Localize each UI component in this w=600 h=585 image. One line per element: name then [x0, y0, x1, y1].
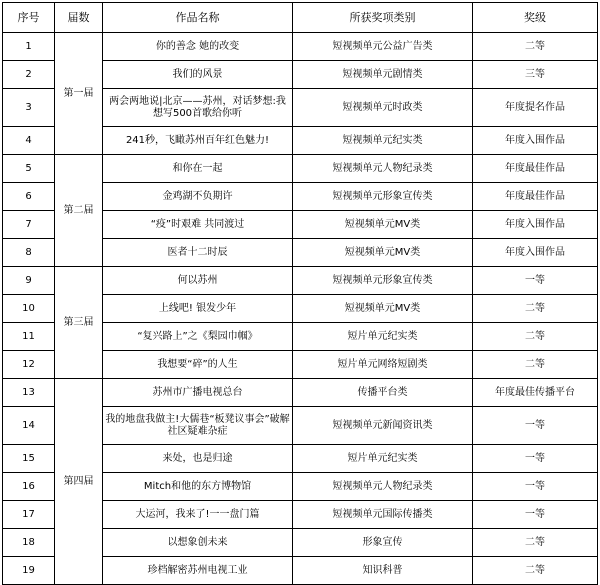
cell-no: 13 — [3, 379, 55, 407]
cell-category: 传播平台类 — [293, 379, 473, 407]
cell-category: 短视频单元形象宣传类 — [293, 183, 473, 211]
cell-title: 我想要“碎”的人生 — [103, 351, 293, 379]
table-row — [3, 379, 598, 407]
cell-award: 二等 — [473, 323, 598, 351]
cell-award: 二等 — [473, 529, 598, 557]
cell-edition: 第三届 — [55, 267, 103, 379]
cell-no: 3 — [3, 89, 55, 127]
cell-award: 年度入围作品 — [473, 127, 598, 155]
cell-category: 知识科普 — [293, 557, 473, 585]
cell-no: 5 — [3, 155, 55, 183]
cell-award: 二等 — [473, 295, 598, 323]
cell-title: 两会两地说|北京——苏州，对话梦想:我想写500首歌给你听 — [103, 89, 293, 127]
cell-no: 10 — [3, 295, 55, 323]
cell-title: 我们的风景 — [103, 61, 293, 89]
cell-award: 一等 — [473, 501, 598, 529]
cell-category: 短视频单元国际传播类 — [293, 501, 473, 529]
cell-no: 19 — [3, 557, 55, 585]
header-no: 序号 — [3, 3, 55, 33]
cell-title: 241秒，飞瞰苏州百年红色魅力! — [103, 127, 293, 155]
cell-no: 7 — [3, 211, 55, 239]
cell-award: 一等 — [473, 473, 598, 501]
cell-category: 短视频单元纪实类 — [293, 127, 473, 155]
cell-category: 短视频单元新闻资讯类 — [293, 407, 473, 445]
cell-no: 14 — [3, 407, 55, 445]
cell-award: 二等 — [473, 351, 598, 379]
cell-award: 三等 — [473, 61, 598, 89]
cell-title: 来处，也是归途 — [103, 445, 293, 473]
cell-title: 你的善念 她的改变 — [103, 33, 293, 61]
cell-no: 1 — [3, 33, 55, 61]
header-award: 奖级 — [473, 3, 598, 33]
cell-category: 短片单元纪实类 — [293, 323, 473, 351]
cell-category: 短视频单元人物纪录类 — [293, 473, 473, 501]
cell-award: 二等 — [473, 33, 598, 61]
cell-category: 短视频单元MV类 — [293, 295, 473, 323]
cell-edition: 第二届 — [55, 155, 103, 267]
cell-title: Mitch和他的东方博物馆 — [103, 473, 293, 501]
cell-category: 短片单元纪实类 — [293, 445, 473, 473]
table-row — [3, 155, 598, 183]
table-row — [3, 33, 598, 61]
cell-title: 金鸡湖不负期许 — [103, 183, 293, 211]
cell-title: 和你在一起 — [103, 155, 293, 183]
cell-award: 年度最佳作品 — [473, 155, 598, 183]
cell-category: 形象宣传 — [293, 529, 473, 557]
cell-award: 一等 — [473, 267, 598, 295]
cell-no: 11 — [3, 323, 55, 351]
cell-no: 4 — [3, 127, 55, 155]
cell-no: 12 — [3, 351, 55, 379]
cell-title: 何以苏州 — [103, 267, 293, 295]
cell-no: 8 — [3, 239, 55, 267]
cell-award: 二等 — [473, 557, 598, 585]
cell-no: 16 — [3, 473, 55, 501]
header-category: 所获奖项类别 — [293, 3, 473, 33]
cell-award: 一等 — [473, 445, 598, 473]
cell-no: 17 — [3, 501, 55, 529]
cell-title: 珍档解密苏州电视工业 — [103, 557, 293, 585]
cell-award: 一等 — [473, 407, 598, 445]
cell-title: 大运河，我来了!一一盘门篇 — [103, 501, 293, 529]
cell-award: 年度提名作品 — [473, 89, 598, 127]
cell-no: 9 — [3, 267, 55, 295]
cell-category: 短视频单元公益广告类 — [293, 33, 473, 61]
cell-category: 短视频单元剧情类 — [293, 61, 473, 89]
cell-title: “疫”时艰难 共同渡过 — [103, 211, 293, 239]
cell-award: 年度最佳传播平台 — [473, 379, 598, 407]
cell-category: 短视频单元形象宣传类 — [293, 267, 473, 295]
cell-category: 短视频单元人物纪录类 — [293, 155, 473, 183]
cell-no: 6 — [3, 183, 55, 211]
cell-category: 短视频单元MV类 — [293, 239, 473, 267]
cell-category: 短视频单元MV类 — [293, 211, 473, 239]
cell-award: 年度最佳作品 — [473, 183, 598, 211]
cell-no: 18 — [3, 529, 55, 557]
cell-no: 2 — [3, 61, 55, 89]
cell-title: 以想象创未来 — [103, 529, 293, 557]
table-row — [3, 267, 598, 295]
cell-award: 年度入围作品 — [473, 239, 598, 267]
cell-category: 短视频单元时政类 — [293, 89, 473, 127]
cell-edition: 第四届 — [55, 379, 103, 585]
cell-no: 15 — [3, 445, 55, 473]
cell-category: 短片单元网络短剧类 — [293, 351, 473, 379]
header-edition: 届数 — [55, 3, 103, 33]
cell-title: 上线吧! 银发少年 — [103, 295, 293, 323]
header-title: 作品名称 — [103, 3, 293, 33]
cell-title: 我的地盘我做主!大儒巷“板凳议事会”破解社区疑难杂症 — [103, 407, 293, 445]
cell-title: “复兴路上”之《梨园巾帼》 — [103, 323, 293, 351]
cell-title: 苏州市广播电视总台 — [103, 379, 293, 407]
cell-edition: 第一届 — [55, 33, 103, 155]
header-row — [3, 3, 598, 33]
cell-award: 年度入围作品 — [473, 211, 598, 239]
awards-table — [2, 2, 598, 585]
cell-title: 医者十二时辰 — [103, 239, 293, 267]
